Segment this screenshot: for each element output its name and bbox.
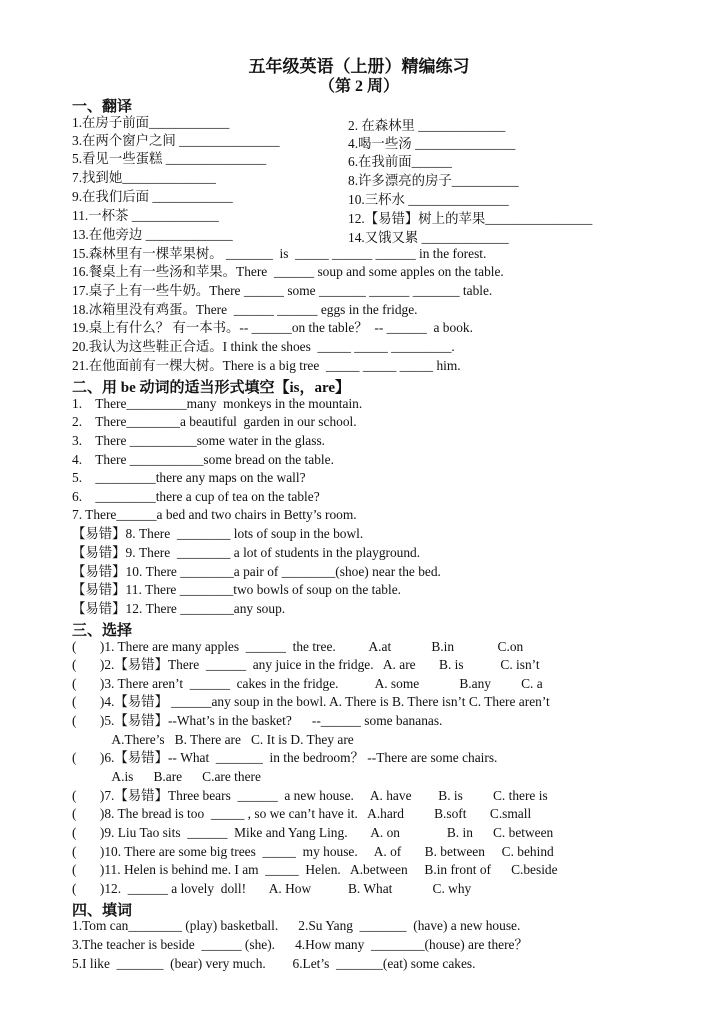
translation-sentence: 21.在他面前有一棵大树。There is a big tree _____ _____ _____ him. [72,358,461,373]
translation-item: 1.在房子前面____________ [72,115,230,130]
fill-be-item: 【易错】10. There ________a pair of ________(shoe) near the bed. [72,564,441,579]
page-subtitle: （第 2 周） [318,78,399,95]
fill-word-item: 1.Tom can________ (play) basketball. 2.Su Yang _______ (have) a new house. [72,918,521,933]
translation-item: 13.在他旁边 _____________ [72,227,233,242]
section-4-heading: 四、填词 [72,903,133,919]
translation-sentence: 18.冰箱里没有鸡蛋。There ______ ______ eggs in the fridge. [72,302,418,317]
choice-item: ( )9. Liu Tao sits ______ Mike and Yang Ling. A. on B. in C. between [72,825,554,840]
choice-item: ( )11. Helen is behind me. I am _____ Helen. A.between B.in front of C.beside [72,862,558,877]
choice-item: A.is B.are C.are there [72,769,261,784]
fill-word-item: 3.The teacher is beside ______ (she). 4.How many ________(house) are there？ [72,937,528,952]
choice-item: A.There’s B. There are C. It is D. They are [72,732,354,747]
choice-item: ( )7.【易错】Three bears ______ a new house. A. have B. is C. there is [72,788,548,803]
section-2-heading: 二、用 be 动词的适当形式填空【is，are】 [72,380,351,396]
fill-be-item: 6. _________there a cup of tea on the table? [72,489,320,504]
fill-be-item: 【易错】9. There ________ a lot of students in the playground. [72,545,421,560]
translation-item: 5.看见一些蛋糕 _______________ [72,151,267,166]
fill-be-item: 1. There_________many monkeys in the mountain. [72,396,363,411]
choice-item: ( )1. There are many apples ______ the tree. A.at B.in C.on [72,639,524,654]
translation-item: 11.一杯茶 _____________ [72,208,219,223]
translation-item: 3.在两个窗户之间 _______________ [72,133,280,148]
choice-item: ( )10. There are some big trees _____ my house. A. of B. between C. behind [72,844,554,859]
page-title: 五年级英语（上册）精编练习 [248,57,470,76]
choice-item: ( )8. The bread is too _____ , so we can’t have it. A.hard B.soft C.small [72,806,532,821]
section-3-heading: 三、选择 [72,623,133,639]
fill-be-item: 5. _________there any maps on the wall? [72,470,306,485]
translation-item: 2. 在森林里 _____________ [348,118,506,133]
choice-item: ( )6.【易错】-- What _______ in the bedroom？ --There are some chairs. [72,750,498,765]
fill-be-item: 【易错】12. There ________any soup. [72,601,286,616]
translation-item: 12.【易错】树上的苹果________________ [348,211,593,226]
fill-be-item: 【易错】11. There ________two bowls of soup on the table. [72,582,402,597]
fill-be-item: 2. There________a beautiful garden in our school. [72,414,357,429]
section-1-heading: 一、翻译 [72,99,133,115]
translation-sentence: 15.森林里有一棵苹果树。 _______ is _____ ______ ______ in the forest. [72,246,487,261]
translation-item: 6.在我前面______ [348,154,452,169]
fill-word-item: 5.I like _______ (bear) very much. 6.Let’s _______(eat) some cakes. [72,956,476,971]
choice-item: ( )12. ______ a lovely doll! A. How B. What C. why [72,881,472,896]
translation-item: 9.在我们后面 ____________ [72,189,233,204]
translation-sentence: 17.桌子上有一些牛奶。There ______ some _______ ______ _______ table. [72,283,493,298]
translation-item: 4.喝一些汤 _______________ [348,136,516,151]
translation-sentence: 19.桌上有什么？ 有一本书。-- ______on the table？ -- ______ a book. [72,320,473,335]
translation-item: 14.又饿又累 _____________ [348,230,509,245]
translation-item: 10.三杯水 _______________ [348,192,509,207]
translation-sentence: 16.餐桌上有一些汤和苹果。There ______ soup and some apples on the table. [72,264,504,279]
fill-be-item: 【易错】8. There ________ lots of soup in the bowl. [72,526,364,541]
translation-sentence: 20.我认为这些鞋正合适。I think the shoes _____ _____ _________. [72,339,455,354]
fill-be-item: 7. There______a bed and two chairs in Betty’s room. [72,507,357,522]
translation-item: 8.许多漂亮的房子__________ [348,173,519,188]
choice-item: ( )4.【易错】 ______any soup in the bowl. A. There is B. There isn’t C. There aren’t [72,694,550,709]
fill-be-item: 3. There __________some water in the glass. [72,433,326,448]
translation-item: 7.找到她______________ [72,170,216,185]
choice-item: ( )2.【易错】There ______ any juice in the fridge. A. are B. is C. isn’t [72,657,540,672]
choice-item: ( )3. There aren’t ______ cakes in the fridge. A. some B.any C. a [72,676,543,691]
choice-item: ( )5.【易错】--What’s in the basket? --______ some bananas. [72,713,443,728]
fill-be-item: 4. There ___________some bread on the table. [72,452,334,467]
